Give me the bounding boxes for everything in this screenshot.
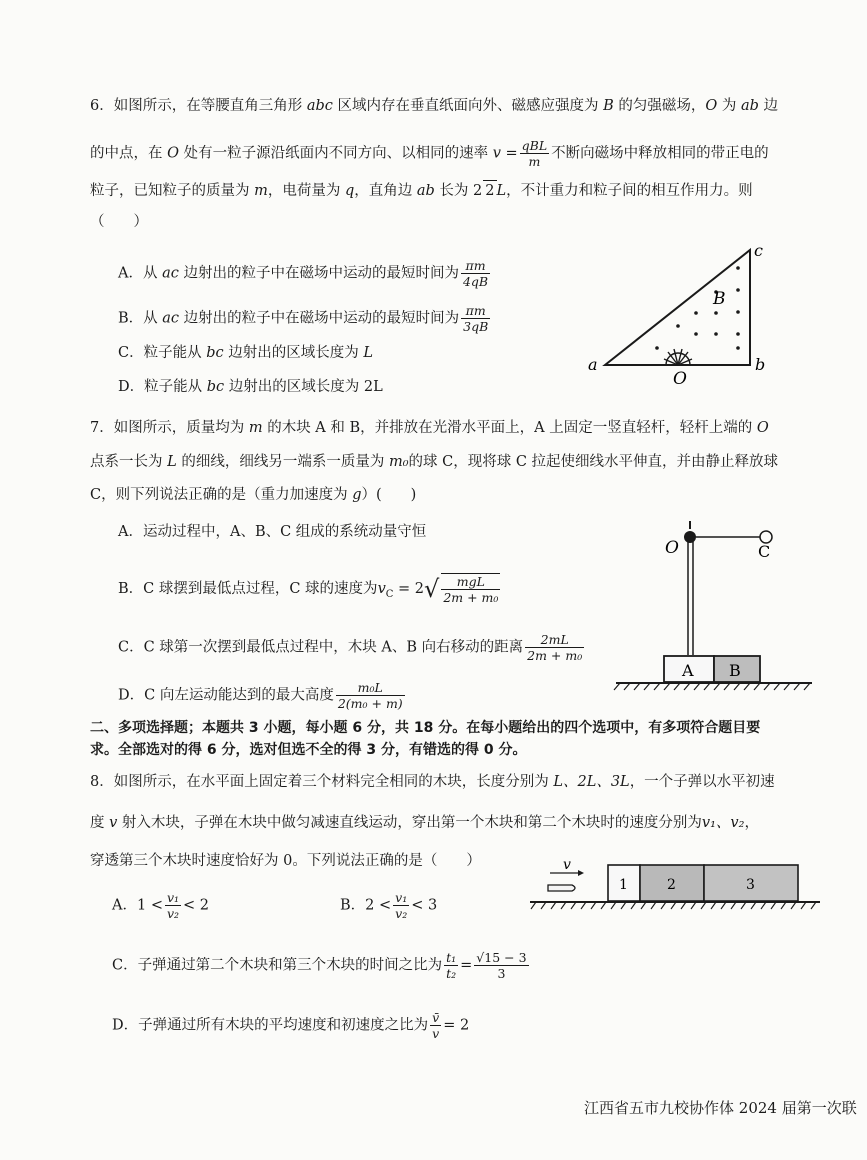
q7-line-3: C，则下列说法正确的是（重力加速度为 g）( ) — [90, 487, 417, 503]
q8-option-d[interactable]: D．子弹通过所有木块的平均速度和初速度之比为 $\frac{v̄}{v}$ = 2 — [112, 1010, 470, 1041]
q8-option-b[interactable]: B．2 < $\frac{\text{v₁}}{\text{v₂}}$ < 3 — [340, 890, 438, 921]
label-c: C — [758, 542, 771, 561]
q8-blocks-figure — [530, 855, 830, 915]
label-a: a — [588, 355, 598, 374]
q6-line-2: 的中点，在 O 处有一粒子源沿纸面内不同方向、以相同的速率 v = $\frac{\text{qBL}}{m}$ 不断向磁场中释放相同的带正电的 — [90, 138, 769, 169]
q7-option-c[interactable]: C．C 球第一次摆到最低点过程中，木块 A、B 向右移动的距离 $\frac{2mL}{\text{2m + m₀}}$ — [118, 632, 583, 663]
label-o: O — [665, 538, 679, 558]
q6-speed-fraction: $\frac{\text{qBL}}{m}$ — [521, 138, 548, 169]
q6-option-b[interactable]: B．从 ac 边射出的粒子中在磁场中运动的最短时间为 $\frac{\pi m}{3qB}$ — [118, 303, 489, 334]
label-o: O — [673, 369, 687, 389]
q7-option-b[interactable]: B．C 球摆到最低点过程，C 球的速度为$v_C = 2√$ $\frac{\text{mgL}}{\text{2m + m₀}}$ — [118, 574, 499, 605]
q7-line-1: 7．如图所示，质量均为 m 的木块 A 和 B，并排放在光滑水平面上，A 上固定一竖直轻杆，轻杆上端的 O — [90, 420, 769, 436]
q7-option-d[interactable]: D．C 向左运动能达到的最大高度 $\frac{\text{m₀L}}{\text{2(m₀ + m)}}$ — [118, 680, 403, 711]
footer-exam-title: 江西省五市九校协作体 2024 届第一次联 — [584, 1099, 857, 1117]
q6-option-c[interactable]: C．粒子能从 bc 边射出的区域长度为 L — [118, 345, 373, 361]
block-3-label: 3 — [746, 877, 755, 893]
q8-line-2: 度 v 射入木块，子弹在木块中做匀减速直线运动，穿出第一个木块和第二个木块时的速度分别为v₁、v₂， — [90, 815, 759, 831]
q7-option-a[interactable]: A．运动过程中，A、B、C 组成的系统动量守恒 — [118, 524, 427, 540]
q6-option-a[interactable]: A．从 ac 边射出的粒子中在磁场中运动的最短时间为 $\frac{\pi m}{4qB}$ — [118, 258, 489, 289]
particle-source-icon — [664, 349, 692, 365]
q8-line-1: 8．如图所示，在水平面上固定着三个材料完全相同的木块，长度分别为 L、2L、3L，一个子弹以水平初速 — [90, 774, 775, 790]
label-field-b: B — [713, 289, 726, 309]
pivot-o — [684, 531, 696, 543]
q6-answer-paren: （ ） — [90, 214, 148, 230]
q7-line-2: 点系一长为 L 的细线，细线另一端系一质量为 m₀的球 C，现将球 C 拉起使细线水平伸直，并由静止释放球 — [90, 454, 779, 470]
q8-line-3: 穿透第三个木块时速度恰好为 0。下列说法正确的是（ ） — [90, 853, 481, 869]
label-v: v — [563, 857, 571, 873]
q6-line-3: 粒子，已知粒子的质量为 m，电荷量为 q，直角边 ab 长为 2 2 L，不计重力和粒子间的相互作用力。则 — [90, 180, 753, 201]
label-c: c — [754, 241, 763, 260]
bullet-icon — [548, 885, 575, 891]
label-a: A — [682, 661, 694, 680]
block-1-label: 1 — [619, 877, 628, 893]
label-b: b — [755, 355, 766, 374]
section-2-heading-line-2: 求。全部选对的得 6 分，选对但选不全的得 3 分，有错选的得 0 分。 — [90, 742, 527, 758]
q6-triangle-figure — [580, 240, 780, 390]
label-b: B — [729, 661, 741, 680]
q6-option-d[interactable]: D．粒子能从 bc 边射出的区域长度为 2L — [118, 379, 383, 395]
q7-pendulum-figure — [612, 515, 822, 695]
q8-option-c[interactable]: C．子弹通过第二个木块和第三个木块的时间之比为 $\frac{\text{t₁}}{\text{t₂}}$ = $\frac{√15 - 3}{3}$ — [112, 950, 527, 981]
q6-line-1: 6．如图所示，在等腰直角三角形 abc 区域内存在垂直纸面向外、磁感应强度为 B 的匀强磁场，O 为 ab 边 — [90, 98, 779, 114]
velocity-arrow-icon — [578, 870, 584, 876]
block-2-label: 2 — [667, 877, 676, 893]
q8-option-a[interactable]: A．1 < $\frac{\text{v₁}}{\text{v₂}}$ < 2 — [112, 890, 210, 921]
section-2-heading-line-1: 二、多项选择题；本题共 3 小题，每小题 6 分，共 18 分。在每小题给出的四个选项中，有多项符合题目要 — [90, 720, 761, 736]
